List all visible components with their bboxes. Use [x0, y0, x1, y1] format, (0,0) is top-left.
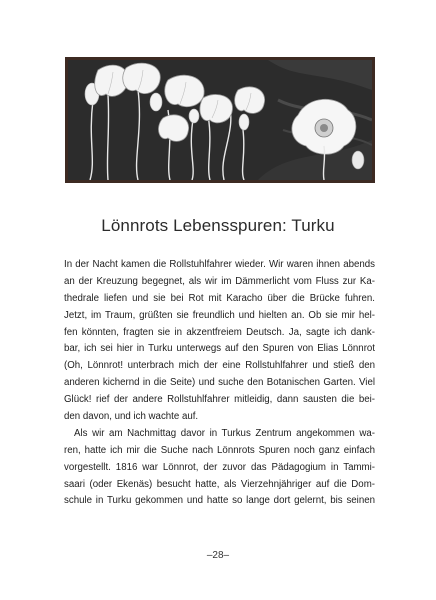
flower-drawing: [68, 60, 372, 180]
chapter-title: Lönnrots Lebensspuren: Turku: [101, 216, 335, 235]
text-line: vorgestellt. 1816 war Lönnrot, der zuvor das Pädagogium in Tammi-: [64, 461, 375, 473]
text-line: Als wir am Nachmittag davor in Turkus Zentrum angekommen wa-: [74, 427, 375, 439]
text-line: saari (oder Ekenäs) besucht hatte, als Vierzehnjähriger auf die Dom-: [64, 478, 375, 490]
text-line: In der Nacht kamen die Rollstuhlfahrer wieder. Wir waren ihnen abends: [64, 259, 375, 270]
text-line: bar, ich sei hier in Turku unterwegs auf den Spuren von Elias Lönnrot: [64, 343, 375, 355]
text-line: (Oh, Lönnrot! unterbrach mich der eine Rollstuhlfahrer und stieß den: [64, 360, 375, 372]
text-line: thedrale liefen und sie bei Rot mit Karacho über die Brücke fuhren.: [64, 292, 375, 304]
text-line: schule in Turku gekommen und hatte so lange dort gelernt, bis seinen: [64, 495, 375, 507]
paragraph: [64, 426, 375, 510]
text-line: ren, hatte ich mir die Suche nach Lönnrots Spuren noch ganz einfach: [64, 444, 375, 456]
text-line: Jetzt, im Traum, grüßten sie freundlich und hielten an. Ob sie mir hel-: [64, 309, 375, 321]
body-text: [64, 257, 375, 510]
text-line: den davon, und ich wachte auf.: [64, 411, 199, 423]
text-line: an der Kreuzung begegnet, als wir im Dämmerlicht vom Fluss zur Ka-: [64, 275, 375, 287]
paragraph: [64, 257, 375, 426]
text-line: Glück! rief der andere Rollstuhlfahrer mitleidig, dann sausten die bei-: [64, 394, 375, 406]
page-number: –28–: [206, 550, 230, 561]
text-line: anderen kichernd in die Seite) und suche den Botanischen Garten. Viel: [64, 377, 375, 389]
poppy-flowers-illustration: [65, 57, 375, 183]
text-line: fen könnten, fragten sie in akzentfreiem Deutsch. Ja, sagte ich dank-: [64, 326, 375, 338]
